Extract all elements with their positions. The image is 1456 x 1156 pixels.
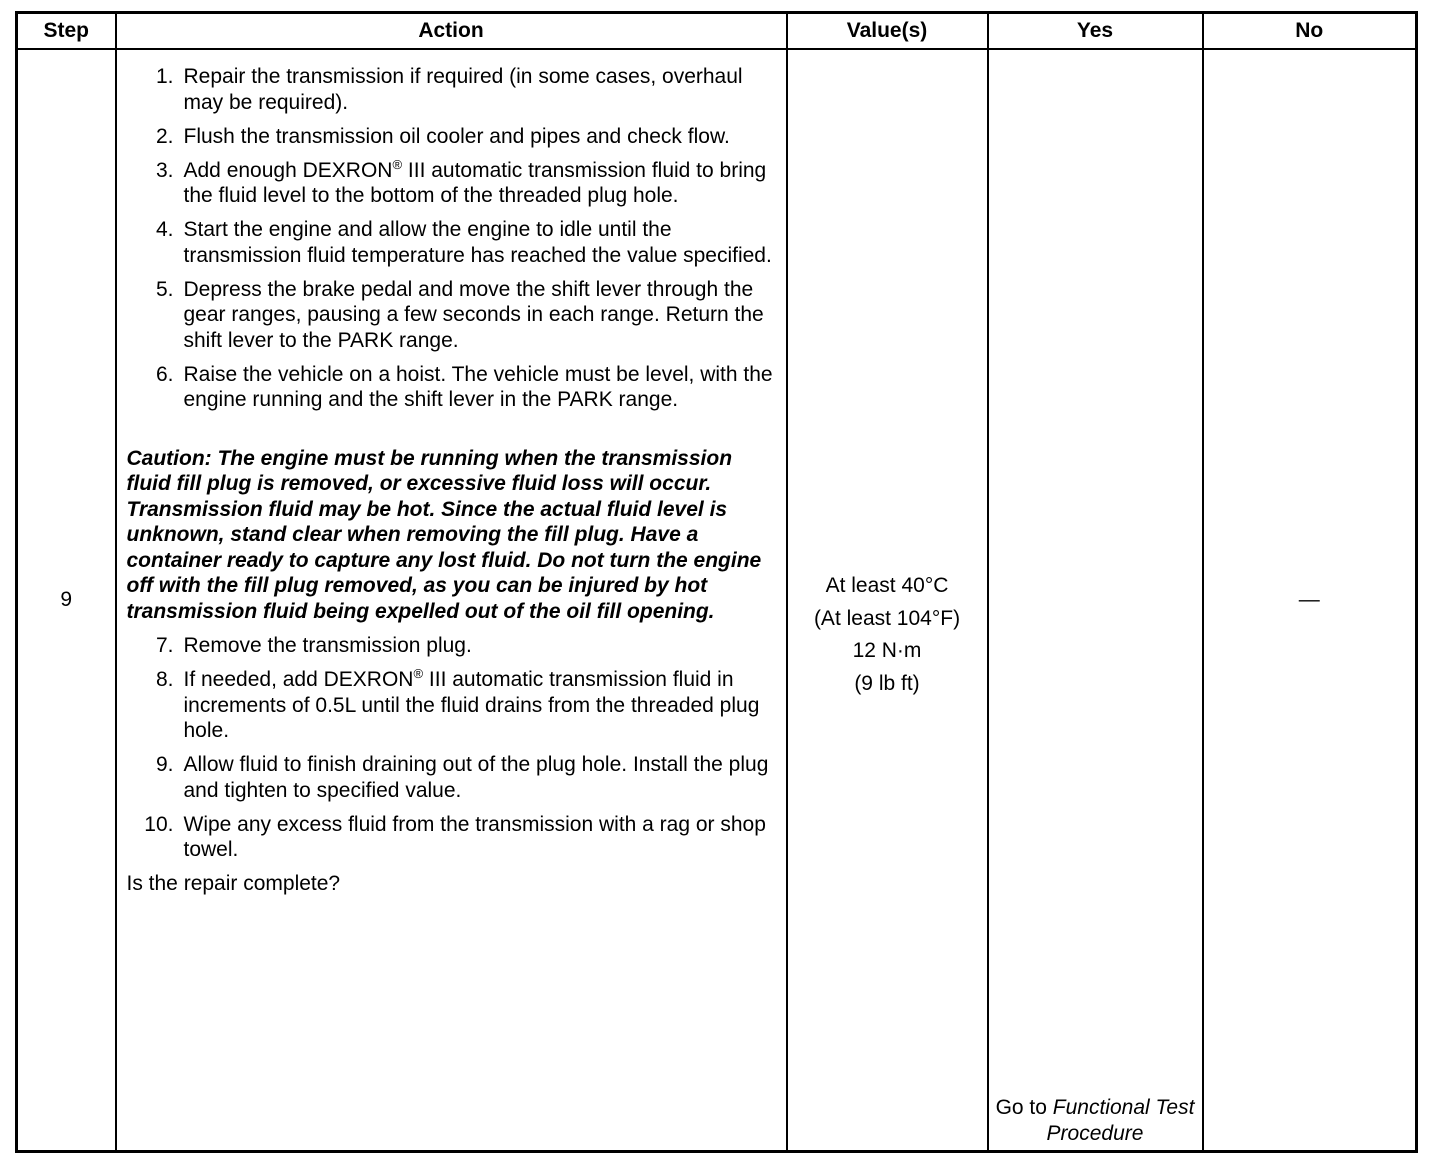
action-steps-list bbox=[127, 64, 778, 413]
value-temp-f: (At least 104°F) bbox=[813, 606, 961, 630]
yes-prefix: Go to bbox=[995, 1096, 1047, 1119]
step-item-text-main: Raise the vehicle on a hoist. The vehicle must be level, with the engine running and the shift lever in the PARK range. bbox=[183, 362, 773, 411]
step-item-number: 7. bbox=[155, 634, 174, 657]
list-item bbox=[127, 633, 778, 659]
list-item bbox=[127, 124, 778, 150]
step-number: 9 bbox=[17, 49, 116, 1152]
step-item-text-main: Add enough DEXRON bbox=[183, 158, 393, 182]
header-values: Value(s) bbox=[787, 13, 988, 50]
step-item-text bbox=[184, 158, 778, 209]
step-item-text-rest: III automatic transmission fluid in increments of 0.5L until the fluid drains from the threaded plug hole. bbox=[183, 668, 760, 742]
step-item-number: 3. bbox=[155, 158, 174, 182]
yes-cell bbox=[988, 49, 1203, 1152]
action-steps-list-continued bbox=[127, 633, 778, 863]
step-item-number: 5. bbox=[155, 277, 174, 301]
step-item-text-main: Wipe any excess fluid from the transmission with a rag or shop towel. bbox=[183, 812, 766, 861]
registered-mark: ® bbox=[392, 156, 403, 172]
step-item-text bbox=[184, 217, 778, 268]
step-item-text-main: Start the engine and allow the engine to idle until the transmission fluid temperature has reached the value specified. bbox=[183, 218, 772, 267]
step-item-text bbox=[184, 752, 778, 803]
list-item bbox=[127, 667, 778, 744]
step-item-number: 6. bbox=[155, 362, 174, 386]
step-item-text-main: Flush the transmission oil cooler and pipes and check flow. bbox=[183, 124, 730, 148]
values-cell bbox=[787, 49, 988, 1152]
step-item-text-main: Depress the brake pedal and move the shift lever through the gear ranges, pausing a few seconds in each range. Return the shift lever to the PARK range. bbox=[183, 277, 764, 352]
header-action: Action bbox=[116, 13, 787, 50]
list-item bbox=[127, 752, 778, 803]
step-item-text-main: If needed, add DEXRON bbox=[183, 668, 414, 691]
header-step: Step bbox=[17, 13, 116, 50]
functional-test-link[interactable]: Functional Test Procedure bbox=[1046, 1096, 1195, 1145]
question-text: Is the repair complete? bbox=[126, 872, 341, 895]
action-cell bbox=[116, 49, 787, 1152]
value-torque-nm: 12 N·m bbox=[852, 639, 922, 662]
step-item-text-main: Repair the transmission if required (in some cases, overhaul may be required). bbox=[183, 65, 743, 114]
registered-mark: ® bbox=[413, 666, 424, 681]
step-item-number: 10. bbox=[144, 812, 174, 836]
step-item-text bbox=[184, 124, 778, 150]
header-yes: Yes bbox=[988, 13, 1203, 50]
step-item-text-main: Allow fluid to finish draining out of the plug hole. Install the plug and tighten to specified value. bbox=[183, 753, 769, 802]
step-item-text bbox=[184, 633, 778, 659]
caution-text: Caution: The engine must be running when the transmission fluid fill plug is removed, or excessive fluid loss will occur. Transmission fluid may be hot. Since the actual fluid level is unknown, stand clear when removing the fill plug. Have a container ready to capture any lost fluid. Do not turn the engine off with the fill plug removed, as you can be injured by hot transmission fluid being expelled out of the oil fill opening. bbox=[126, 446, 762, 623]
diagnostic-table bbox=[15, 11, 1418, 1153]
list-item bbox=[127, 277, 778, 354]
list-item bbox=[127, 158, 778, 209]
list-item bbox=[127, 812, 778, 863]
value-torque-lbft: (9 lb ft) bbox=[854, 671, 920, 695]
header-no: No bbox=[1203, 13, 1417, 50]
step-item-number: 2. bbox=[155, 124, 174, 148]
step-item-number: 1. bbox=[155, 65, 174, 88]
value-temp-c: At least 40°C bbox=[825, 574, 949, 597]
list-item bbox=[127, 64, 778, 115]
list-item bbox=[127, 217, 778, 268]
step-item-number: 8. bbox=[155, 668, 174, 691]
table-row bbox=[17, 49, 1417, 1152]
no-cell: — bbox=[1203, 49, 1417, 1152]
step-item-text bbox=[184, 362, 778, 413]
list-item bbox=[127, 362, 778, 413]
step-item-text-main: Remove the transmission plug. bbox=[183, 634, 472, 657]
step-item-text bbox=[184, 277, 778, 354]
step-item-number: 4. bbox=[155, 218, 174, 241]
step-item-text bbox=[184, 812, 778, 863]
header-row bbox=[17, 13, 1417, 50]
step-item-text bbox=[184, 64, 778, 115]
step-item-text-rest: III automatic transmission fluid to bring the fluid level to the bottom of the threaded plug hole. bbox=[183, 158, 767, 207]
step-item-number: 9. bbox=[155, 753, 174, 776]
step-item-text bbox=[184, 667, 778, 744]
